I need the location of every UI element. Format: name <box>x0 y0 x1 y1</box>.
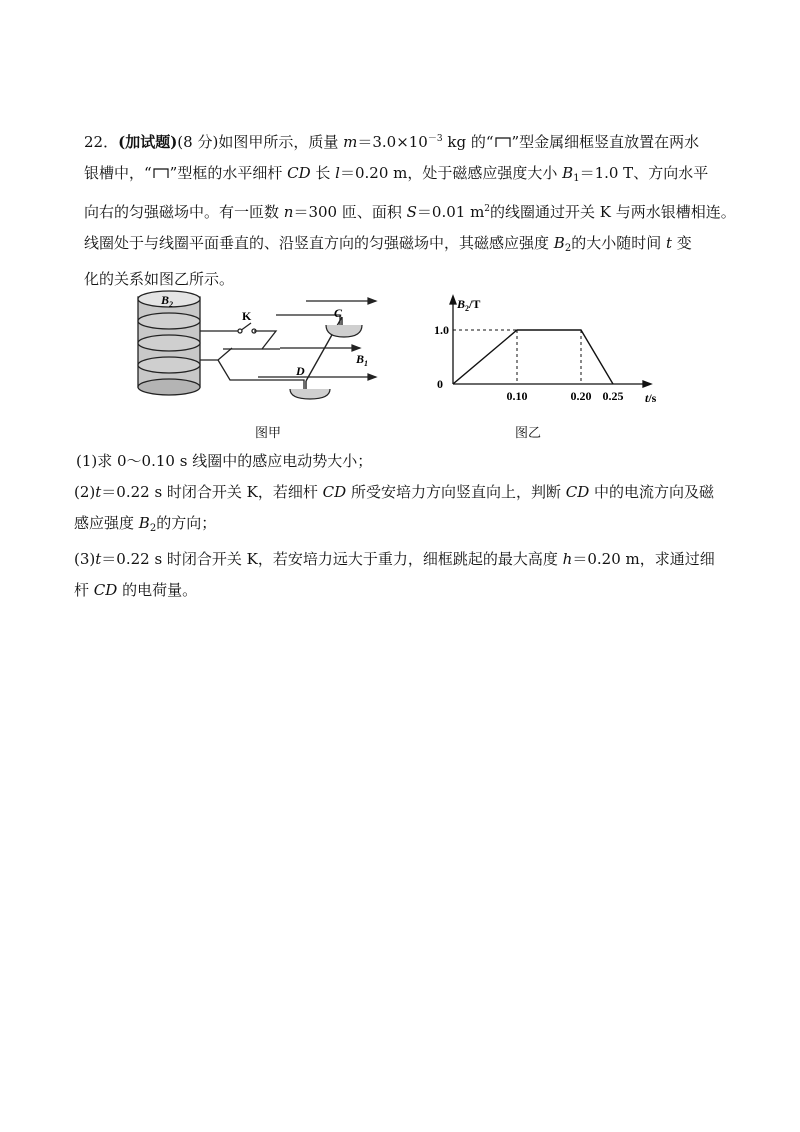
label-B2-coil: $B_2$ <box>161 293 174 309</box>
questions <box>74 446 734 606</box>
origin-label: 0 <box>437 377 443 391</box>
figure-yi-caption: 图乙 <box>515 426 542 441</box>
problem-line-4 <box>84 228 734 264</box>
var-cd: CD <box>322 483 347 501</box>
var-m: m <box>343 133 358 151</box>
text-segment: ＝0.22 s 时闭合开关 K，若安培力远大于重力，细框跳起的最大高度 <box>101 550 563 568</box>
problem-statement <box>84 124 734 295</box>
x-tick-label: 0.20 <box>570 389 592 403</box>
dashed-guides <box>453 330 581 384</box>
text-segment: 中的电流方向及磁 <box>589 483 715 501</box>
circuit-wires <box>200 315 340 393</box>
text-segment: 线圈处于与线圈平面垂直的、沿竖直方向的匀强磁场中，其磁感应强度 <box>84 234 554 252</box>
mercury-trough-C <box>326 325 362 337</box>
question-3-cont <box>74 575 734 606</box>
text-segment: (2) <box>74 483 96 501</box>
var-cd: CD <box>287 164 311 182</box>
text-segment: 长 <box>310 164 336 182</box>
var-S: S <box>406 203 417 221</box>
y-axis-label: $B_2/T$ <box>457 297 481 313</box>
var-cd: CD <box>93 581 118 599</box>
label-B1: $B_1$ <box>356 352 369 368</box>
text-segment: ＝3.0×10 <box>357 133 428 151</box>
text-segment: 的方向； <box>156 514 217 532</box>
x-tick-labels <box>507 389 624 403</box>
text-segment: 如图甲所示，质量 <box>218 133 344 151</box>
text-segment: ＝0.22 s 时闭合开关 K，若细杆 <box>101 483 323 501</box>
subscript: 1 <box>573 173 580 184</box>
x-axis-label: t/s <box>645 391 657 405</box>
var-n: n <box>283 203 294 221</box>
var-B: B <box>138 514 150 532</box>
text-segment: ”型框的水平细杆 <box>169 164 288 182</box>
text-segment: 的线圈通过开关 K 与两水银槽相连。 <box>490 203 736 221</box>
x-tick-label: 0.25 <box>602 389 624 403</box>
problem-line-1 <box>84 124 734 158</box>
var-B: B <box>553 234 565 252</box>
text-segment: 杆 <box>74 581 94 599</box>
label-K: K <box>242 309 252 323</box>
field-lines-B1 <box>258 298 376 380</box>
var-h: h <box>562 550 573 568</box>
label-D: D <box>296 364 305 378</box>
problem-number: 22． <box>84 133 119 151</box>
text-segment: (3) <box>74 550 96 568</box>
text-segment: ＝0.20 m，求通过细 <box>572 550 715 568</box>
text-segment: 向右的匀强磁场中。有一匝数 <box>84 203 284 221</box>
question-2 <box>74 477 734 508</box>
var-t: t <box>95 483 102 501</box>
exponent: 2 <box>484 204 491 214</box>
text-segment: 所受安培力方向竖直向上，判断 <box>346 483 566 501</box>
figure-jia-apparatus <box>130 285 390 405</box>
text-segment: ”型金属细框竖直放置在两水 <box>511 133 700 151</box>
text-segment: (1)求 0～0.10 s 线圈中的感应电动势大小； <box>76 452 373 470</box>
var-t: t <box>665 234 672 252</box>
text-segment: 的电荷量。 <box>117 581 198 599</box>
text-segment: kg 的“ <box>442 133 494 151</box>
problem-line-3 <box>84 194 734 228</box>
var-B: B <box>562 164 574 182</box>
text-segment: ＝1.0 T、方向水平 <box>579 164 709 182</box>
subscript: 2 <box>149 523 157 534</box>
text-segment: ＝300 匝、面积 <box>293 203 407 221</box>
problem-score: (8 分) <box>177 133 219 151</box>
problem-line-2 <box>84 158 734 194</box>
text-segment: 的大小随时间 <box>571 234 666 252</box>
y-tick-label: 1.0 <box>434 323 449 337</box>
frame-shape-icon <box>152 167 170 179</box>
var-t: t <box>95 550 102 568</box>
question-3 <box>74 544 734 575</box>
var-l: l <box>335 164 340 182</box>
problem-tag: (加试题) <box>118 133 178 151</box>
frame-shape-icon <box>494 136 512 148</box>
label-C: C <box>334 306 343 320</box>
b2-series-line <box>453 330 613 384</box>
subscript: 2 <box>564 243 572 254</box>
text-segment: 感应强度 <box>74 514 139 532</box>
x-tick-label: 0.10 <box>506 389 528 403</box>
mercury-trough-D <box>290 389 330 399</box>
text-segment: ＝0.20 m，处于磁感应强度大小 <box>339 164 563 182</box>
problem-line-5: 化的关系如图乙所示。 <box>84 270 235 288</box>
var-cd: CD <box>565 483 590 501</box>
text-segment: ＝0.01 m <box>416 203 485 221</box>
question-2-cont <box>74 508 734 544</box>
text-segment: 银槽中，“ <box>84 164 152 182</box>
question-1 <box>74 446 734 477</box>
text-segment: 变 <box>672 234 692 252</box>
figure-yi-graph <box>425 290 675 410</box>
exponent: －3 <box>427 134 443 144</box>
figure-jia-caption: 图甲 <box>255 426 282 441</box>
